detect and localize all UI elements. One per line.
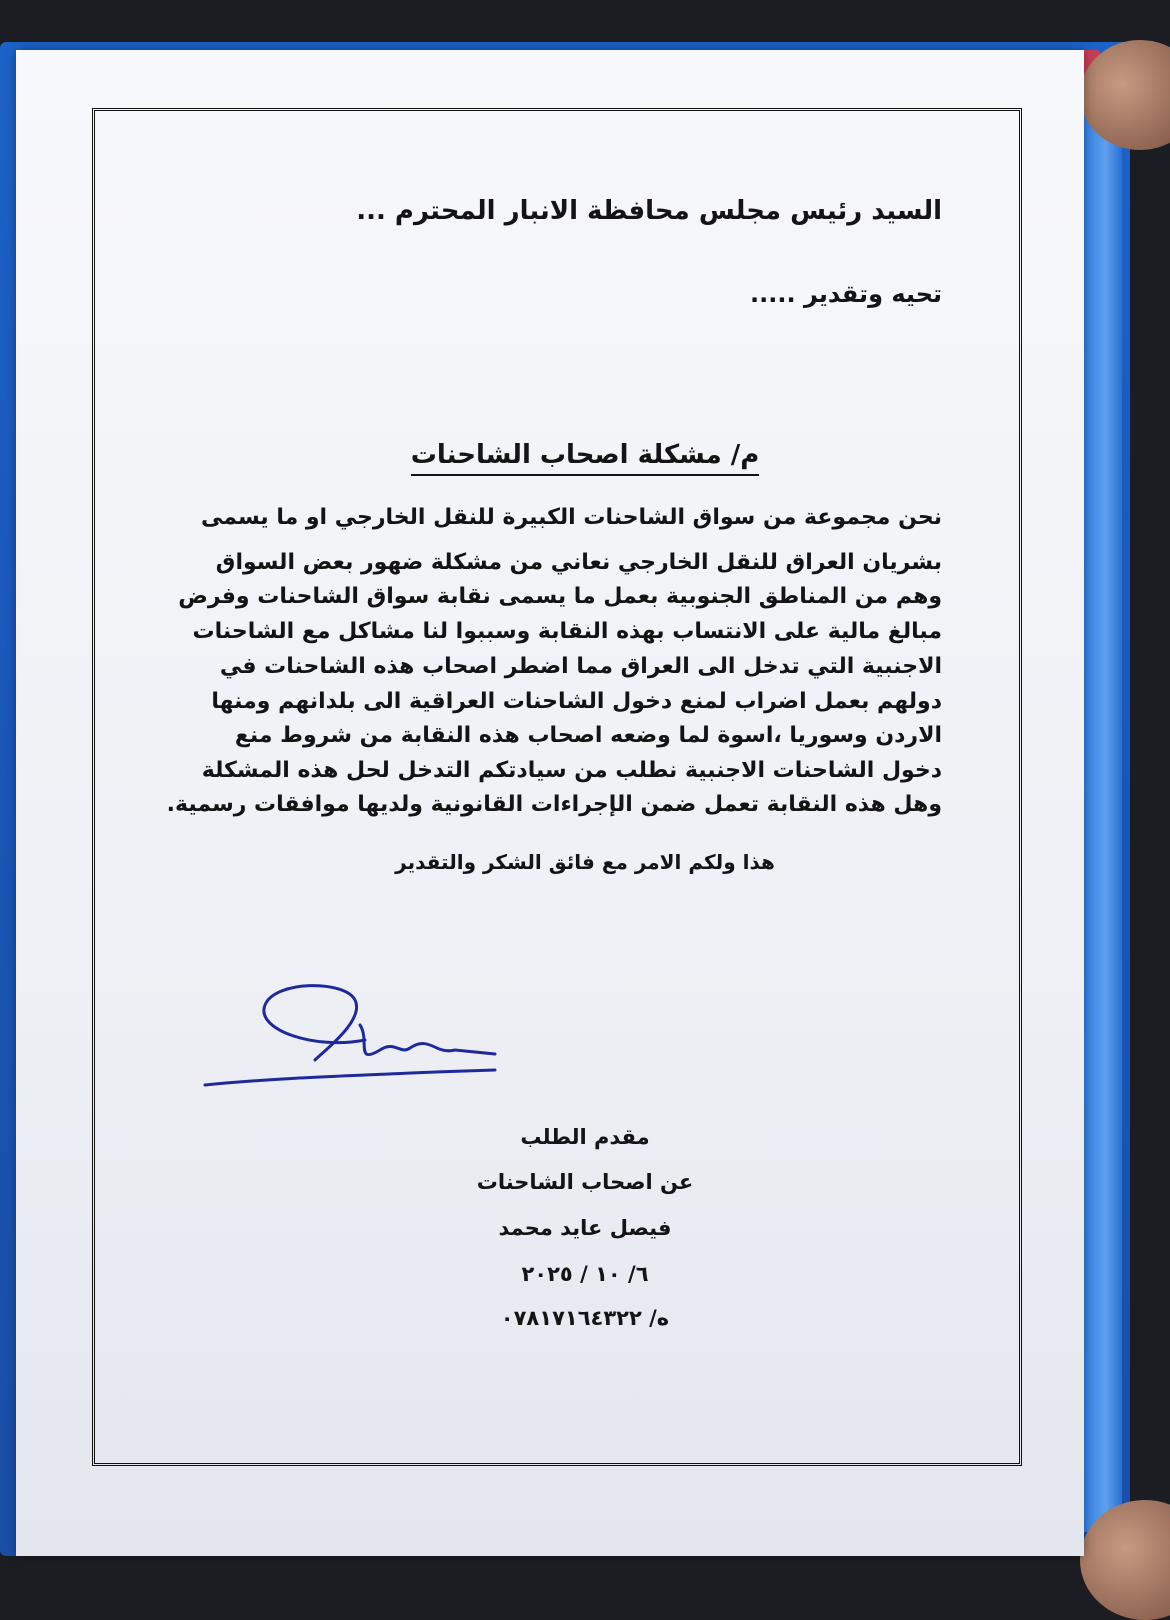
addressee: السيد رئيس مجلس محافظة الانبار المحترم ... (356, 196, 942, 226)
body-line: وهل هذه النقابة تعمل ضمن الإجراءات القانونية ولديها موافقات رسمية. (166, 792, 942, 817)
subject-heading (0, 440, 1170, 470)
phone-number: ه/ ٠٧٨١٧١٦٤٣٢٢ (500, 1306, 670, 1330)
body-line: الاردن وسوريا ،اسوة لما وضعه اصحاب هذه النقابة من شروط منع (234, 723, 942, 748)
body-line: وهم من المناطق الجنوبية بعمل ما يسمى نقابة سواق الشاحنات وفرض (178, 584, 942, 609)
requester-label: مقدم الطلب (520, 1125, 650, 1149)
body-line: دولهم بعمل اضراب لمنع دخول الشاحنات العراقية الى بلدانهم ومنها (211, 689, 942, 714)
body-line: الاجنبية التي تدخل الى العراق مما اضطر اصحاب هذه الشاحنات في (219, 654, 942, 679)
body-line: نحن مجموعة من سواق الشاحنات الكبيرة للنقل الخارجي او ما يسمى (201, 505, 942, 530)
subject-text: م/ مشكلة اصحاب الشاحنات (411, 440, 760, 476)
body-line: مبالغ مالية على الانتساب بهذه النقابة وسببوا لنا مشاكل مع الشاحنات (192, 619, 942, 644)
handwritten-signature (195, 980, 515, 1100)
body-line: بشريان العراق للنقل الخارجي نعاني من مشكلة ضهور بعض السواق (215, 550, 942, 575)
signatory-name: فيصل عايد محمد (498, 1216, 672, 1240)
body-line: دخول الشاحنات الاجنبية نطلب من سيادتكم التدخل لحل هذه المشكلة (201, 758, 942, 783)
closing-line: هذا ولكم الامر مع فائق الشكر والتقدير (395, 850, 775, 874)
letter-date: ٦/ ١٠ / ٢٠٢٥ (521, 1262, 649, 1286)
greeting: تحيه وتقدير ..... (750, 280, 942, 308)
on-behalf-line: عن اصحاب الشاحنات (476, 1170, 694, 1194)
